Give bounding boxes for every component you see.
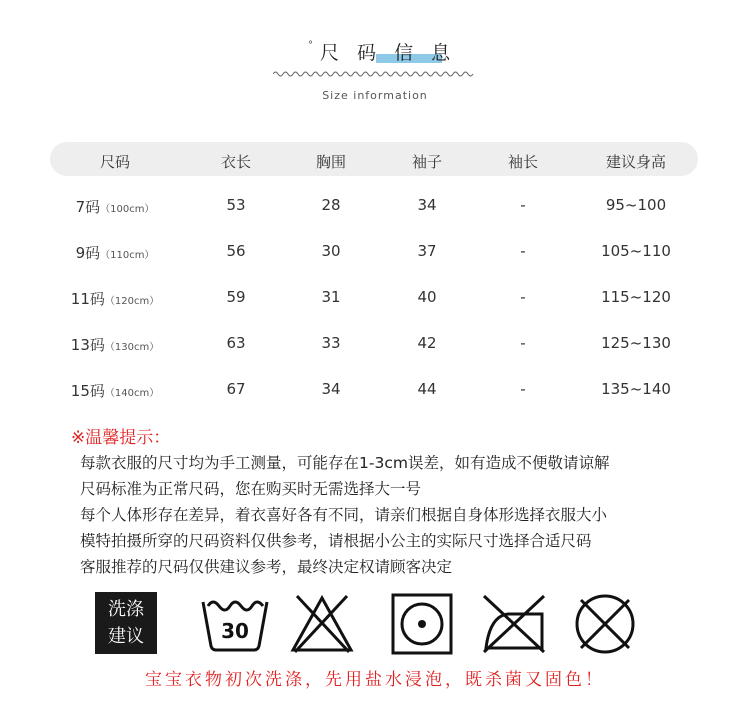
column-header-chest: 胸围 bbox=[315, 153, 346, 171]
size-cm-label: （100cm） bbox=[100, 204, 155, 215]
size-cm-label: （140cm） bbox=[104, 388, 160, 399]
tip-line: 每款衣服的尺寸均为手工测量，可能存在1-3cm误差，如有造成不便敬请谅解 bbox=[80, 454, 610, 472]
sleeve-cell: 37 bbox=[417, 242, 437, 260]
length-cell: 56 bbox=[226, 242, 246, 260]
chest-cell: 28 bbox=[321, 196, 341, 214]
size-cm-label: （110cm） bbox=[100, 250, 155, 261]
tip-line: 尺码标准为正常尺码，您在购买时无需选择大一号 bbox=[80, 480, 422, 498]
chest-cell: 31 bbox=[321, 288, 341, 306]
column-header-height: 建议身高 bbox=[605, 153, 666, 171]
sleeve-length-cell: - bbox=[520, 334, 526, 352]
length-cell: 63 bbox=[226, 334, 246, 352]
length-cell: 67 bbox=[226, 380, 246, 398]
sleeve-length-cell: - bbox=[520, 380, 526, 398]
table-row bbox=[50, 288, 698, 318]
table-row bbox=[50, 242, 698, 272]
size-label: 13码 bbox=[70, 336, 105, 354]
wave-divider bbox=[273, 70, 477, 78]
no-iron-icon bbox=[480, 592, 548, 656]
height-cell: 105~110 bbox=[601, 242, 671, 260]
height-cell: 135~140 bbox=[601, 380, 671, 398]
chest-cell: 34 bbox=[321, 380, 341, 398]
wash-30-icon bbox=[199, 592, 271, 654]
column-header-size: 尺码 bbox=[99, 153, 130, 171]
no-bleach-icon bbox=[289, 592, 355, 654]
washing-note: 宝宝衣物初次洗涤，先用盐水浸泡，既杀菌又固色！ bbox=[145, 670, 605, 690]
title-degree-mark: ° bbox=[308, 40, 313, 51]
sleeve-cell: 42 bbox=[417, 334, 437, 352]
size-cell bbox=[60, 288, 170, 309]
page-title: 尺 码 信 息 bbox=[320, 42, 457, 64]
page-subtitle: Size information bbox=[322, 89, 428, 102]
height-cell: 125~130 bbox=[601, 334, 671, 352]
size-cell bbox=[60, 380, 170, 401]
tip-line: 模特拍摄所穿的尺码资料仅供参考，请根据小公主的实际尺寸选择合适尺码 bbox=[80, 532, 592, 550]
sleeve-length-cell: - bbox=[520, 242, 526, 260]
size-label: 9码 bbox=[75, 244, 101, 262]
column-header-length: 衣长 bbox=[220, 153, 251, 171]
column-header-sleeve-length: 袖长 bbox=[507, 153, 538, 171]
size-cell bbox=[60, 196, 170, 217]
wash-label-line1: 洗涤 bbox=[108, 599, 144, 620]
tip-line: 每个人体形存在差异，着衣喜好各有不同，请亲们根据自身体形选择衣服大小 bbox=[80, 506, 608, 524]
height-cell: 115~120 bbox=[601, 288, 671, 306]
table-row bbox=[50, 196, 698, 226]
column-header-sleeve: 袖子 bbox=[411, 153, 442, 171]
tumble-dry-icon bbox=[390, 592, 454, 656]
size-cell bbox=[60, 334, 170, 355]
title-block bbox=[0, 36, 750, 66]
length-cell: 59 bbox=[226, 288, 246, 306]
size-label: 11码 bbox=[70, 290, 105, 308]
table-header bbox=[50, 142, 698, 176]
chest-cell: 30 bbox=[321, 242, 341, 260]
sleeve-cell: 44 bbox=[417, 380, 437, 398]
chest-cell: 33 bbox=[321, 334, 341, 352]
table-row bbox=[50, 334, 698, 364]
wash-label-line2: 建议 bbox=[108, 626, 144, 647]
tip-line: 客服推荐的尺码仅供建议参考，最终决定权请顾客决定 bbox=[80, 558, 453, 576]
size-cm-label: （120cm） bbox=[104, 296, 160, 307]
wash-temp-label: 30 bbox=[221, 619, 249, 643]
table-row bbox=[50, 380, 698, 410]
size-cell bbox=[60, 242, 170, 263]
length-cell: 53 bbox=[226, 196, 246, 214]
wash-advice-label bbox=[95, 592, 157, 654]
tips-title: ※温馨提示： bbox=[71, 428, 171, 448]
tips-text bbox=[80, 450, 609, 580]
no-dry-clean-icon bbox=[573, 592, 637, 656]
size-label: 15码 bbox=[70, 382, 105, 400]
sleeve-cell: 40 bbox=[417, 288, 437, 306]
size-label: 7码 bbox=[75, 198, 101, 216]
sleeve-cell: 34 bbox=[417, 196, 437, 214]
size-cm-label: （130cm） bbox=[104, 342, 160, 353]
sleeve-length-cell: - bbox=[520, 288, 526, 306]
height-cell: 95~100 bbox=[605, 196, 667, 214]
sleeve-length-cell: - bbox=[520, 196, 526, 214]
